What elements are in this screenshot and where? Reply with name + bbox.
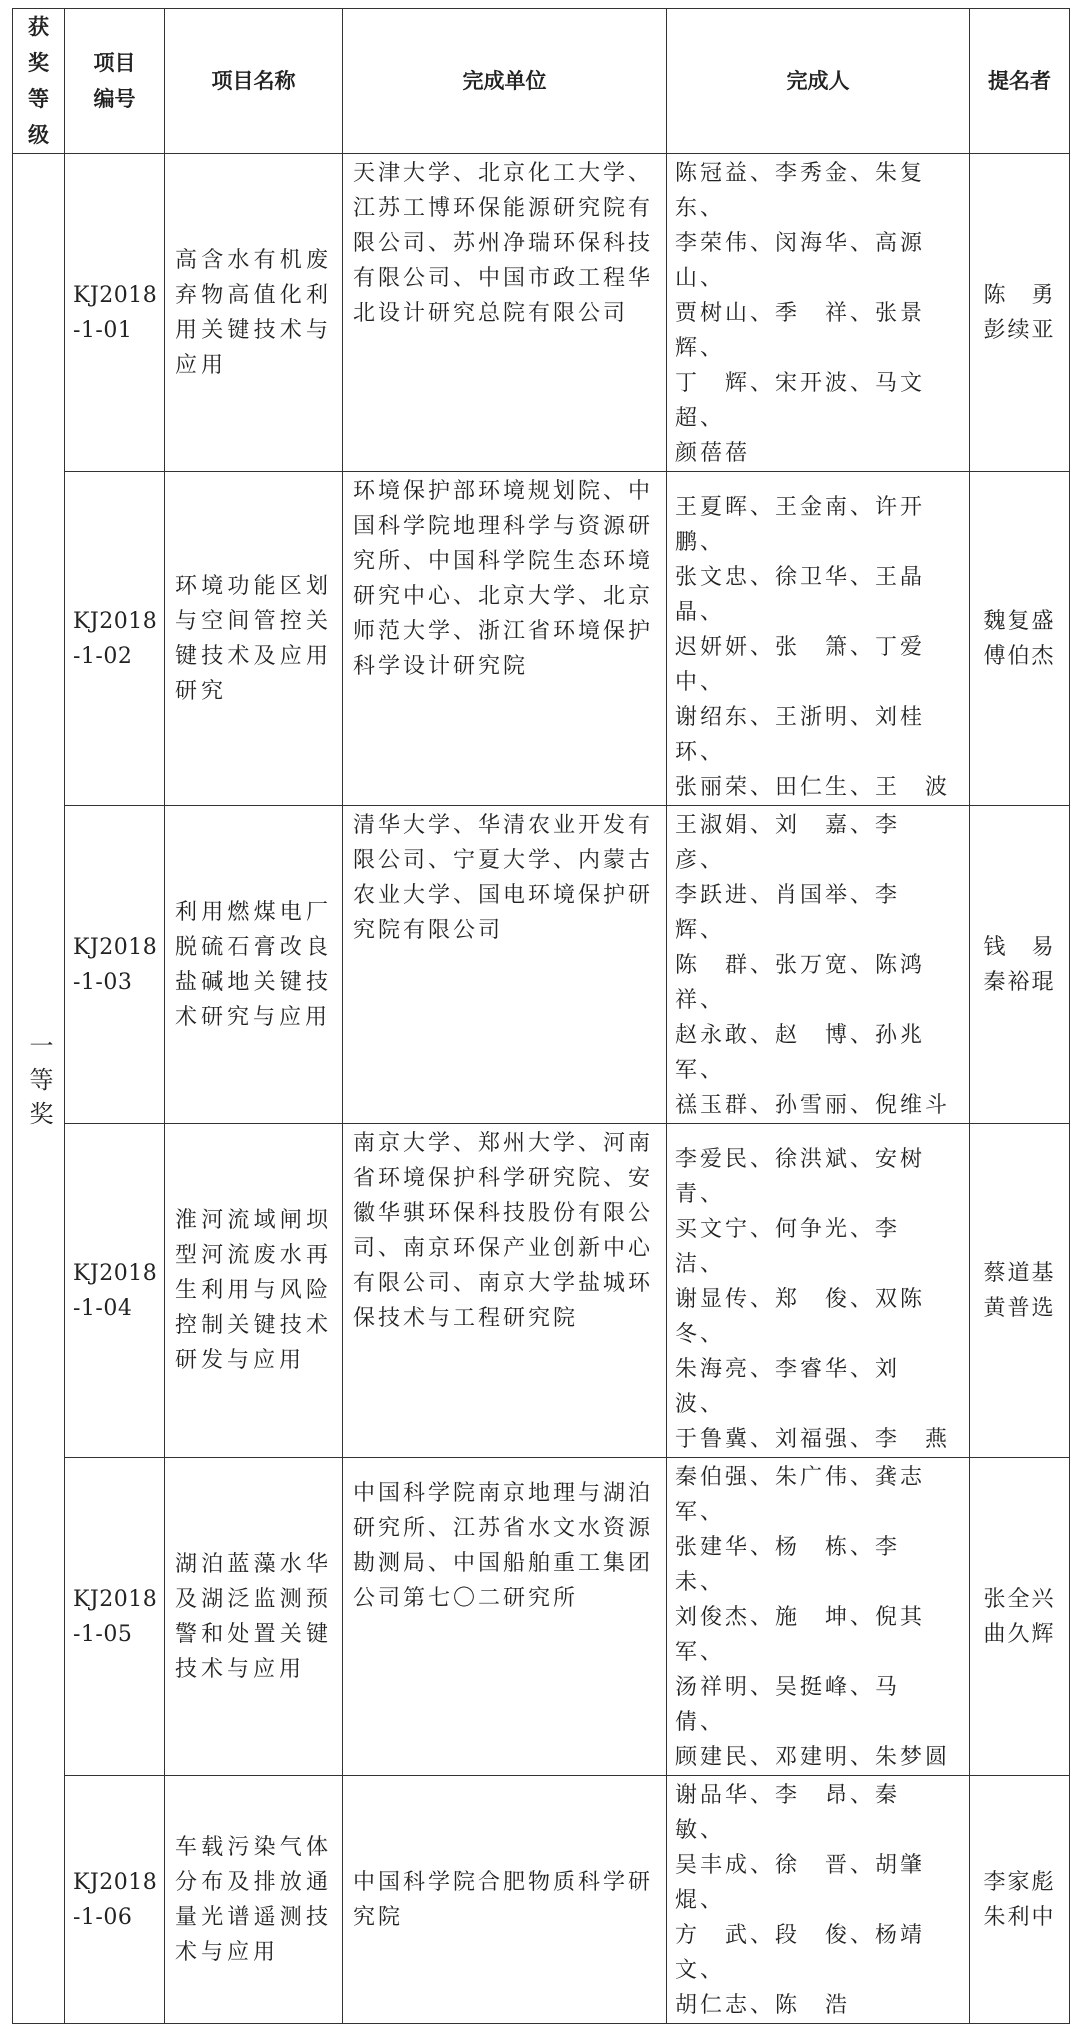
header-nominator: 提名者	[970, 9, 1070, 154]
completers: 陈冠益、李秀金、朱复东、 李荣伟、闵海华、高源山、 贾树山、季 祥、张景辉、 丁 辉、宋开波、马文超、 颜蓓蓓	[667, 154, 970, 472]
completing-unit: 环境保护部环境规划院、中国科学院地理科学与资源研究所、中国科学院生态环境研究中心、北京大学、北京师范大学、浙江省环境保护科学设计研究院	[343, 472, 667, 806]
table-row	[13, 1124, 1070, 1458]
completers: 李爱民、徐洪斌、安树青、 买文宁、何争光、李 洁、 谢显传、郑 俊、双陈冬、 朱海亮、李睿华、刘 波、 于鲁冀、刘福强、李 燕	[667, 1124, 970, 1458]
completers: 秦伯强、朱广伟、龚志军、 张建华、杨 栋、李 未、 刘俊杰、施 坤、倪其军、 汤祥明、吴挺峰、马 倩、 顾建民、邓建明、朱梦圆	[667, 1458, 970, 1776]
header-unit: 完成单位	[343, 9, 667, 154]
table-header-row	[13, 9, 1070, 154]
completers: 谢品华、李 昂、秦 敏、 吴丰成、徐 晋、胡肇焜、 方 武、段 俊、杨靖文、 胡仁志、陈 浩	[667, 1776, 970, 2024]
completing-unit: 南京大学、郑州大学、河南省环境保护科学研究院、安徽华骐环保科技股份有限公司、南京环保产业创新中心有限公司、南京大学盐城环保技术与工程研究院	[343, 1124, 667, 1458]
nominator: 张全兴 曲久辉	[970, 1458, 1070, 1776]
table-row	[13, 1458, 1070, 1776]
header-name: 项目名称	[165, 9, 343, 154]
project-name: 淮河流域闸坝型河流废水再生利用与风险控制关键技术研发与应用	[165, 1124, 343, 1458]
header-people: 完成人	[667, 9, 970, 154]
header-code: 项目编号	[65, 9, 165, 154]
completing-unit: 天津大学、北京化工大学、江苏工博环保能源研究院有限公司、苏州净瑞环保科技有限公司、中国市政工程华北设计研究总院有限公司	[343, 154, 667, 472]
table-row	[13, 1776, 1070, 2024]
header-grade: 获奖等级	[13, 9, 65, 154]
table-row	[13, 806, 1070, 1124]
completing-unit: 中国科学院南京地理与湖泊研究所、江苏省水文水资源勘测局、中国船舶重工集团公司第七〇二研究所	[343, 1458, 667, 1776]
project-code: KJ2018 -1-02	[65, 472, 165, 806]
project-name: 高含水有机废弃物高值化利用关键技术与应用	[165, 154, 343, 472]
table-row	[13, 154, 1070, 472]
project-name: 利用燃煤电厂脱硫石膏改良盐碱地关键技术研究与应用	[165, 806, 343, 1124]
project-code: KJ2018 -1-03	[65, 806, 165, 1124]
completers: 王淑娟、刘 嘉、李 彦、 李跃进、肖国举、李 辉、 陈 群、张万宽、陈鸿祥、 赵永敢、赵 博、孙兆军、 禚玉群、孙雪丽、倪维斗	[667, 806, 970, 1124]
nominator: 陈 勇 彭续亚	[970, 154, 1070, 472]
grade-cell: 一等奖	[13, 154, 65, 2024]
completing-unit: 清华大学、华清农业开发有限公司、宁夏大学、内蒙古农业大学、国电环境保护研究院有限公司	[343, 806, 667, 1124]
project-name: 车载污染气体分布及排放通量光谱遥测技术与应用	[165, 1776, 343, 2024]
nominator: 钱 易 秦裕琨	[970, 806, 1070, 1124]
nominator: 蔡道基 黄普选	[970, 1124, 1070, 1458]
project-code: KJ2018 -1-04	[65, 1124, 165, 1458]
completers: 王夏晖、王金南、许开鹏、 张文忠、徐卫华、王晶晶、 迟妍妍、张 箫、丁爱中、 谢绍东、王浙明、刘桂环、 张丽荣、田仁生、王 波	[667, 472, 970, 806]
award-table	[12, 8, 1070, 2024]
completing-unit: 中国科学院合肥物质科学研究院	[343, 1776, 667, 2024]
project-code: KJ2018 -1-06	[65, 1776, 165, 2024]
project-name: 湖泊蓝藻水华及湖泛监测预警和处置关键技术与应用	[165, 1458, 343, 1776]
table-row	[13, 472, 1070, 806]
project-code: KJ2018 -1-05	[65, 1458, 165, 1776]
project-code: KJ2018 -1-01	[65, 154, 165, 472]
nominator: 魏复盛 傅伯杰	[970, 472, 1070, 806]
project-name: 环境功能区划与空间管控关键技术及应用研究	[165, 472, 343, 806]
nominator: 李家彪 朱利中	[970, 1776, 1070, 2024]
award-table-container	[12, 8, 1069, 2024]
